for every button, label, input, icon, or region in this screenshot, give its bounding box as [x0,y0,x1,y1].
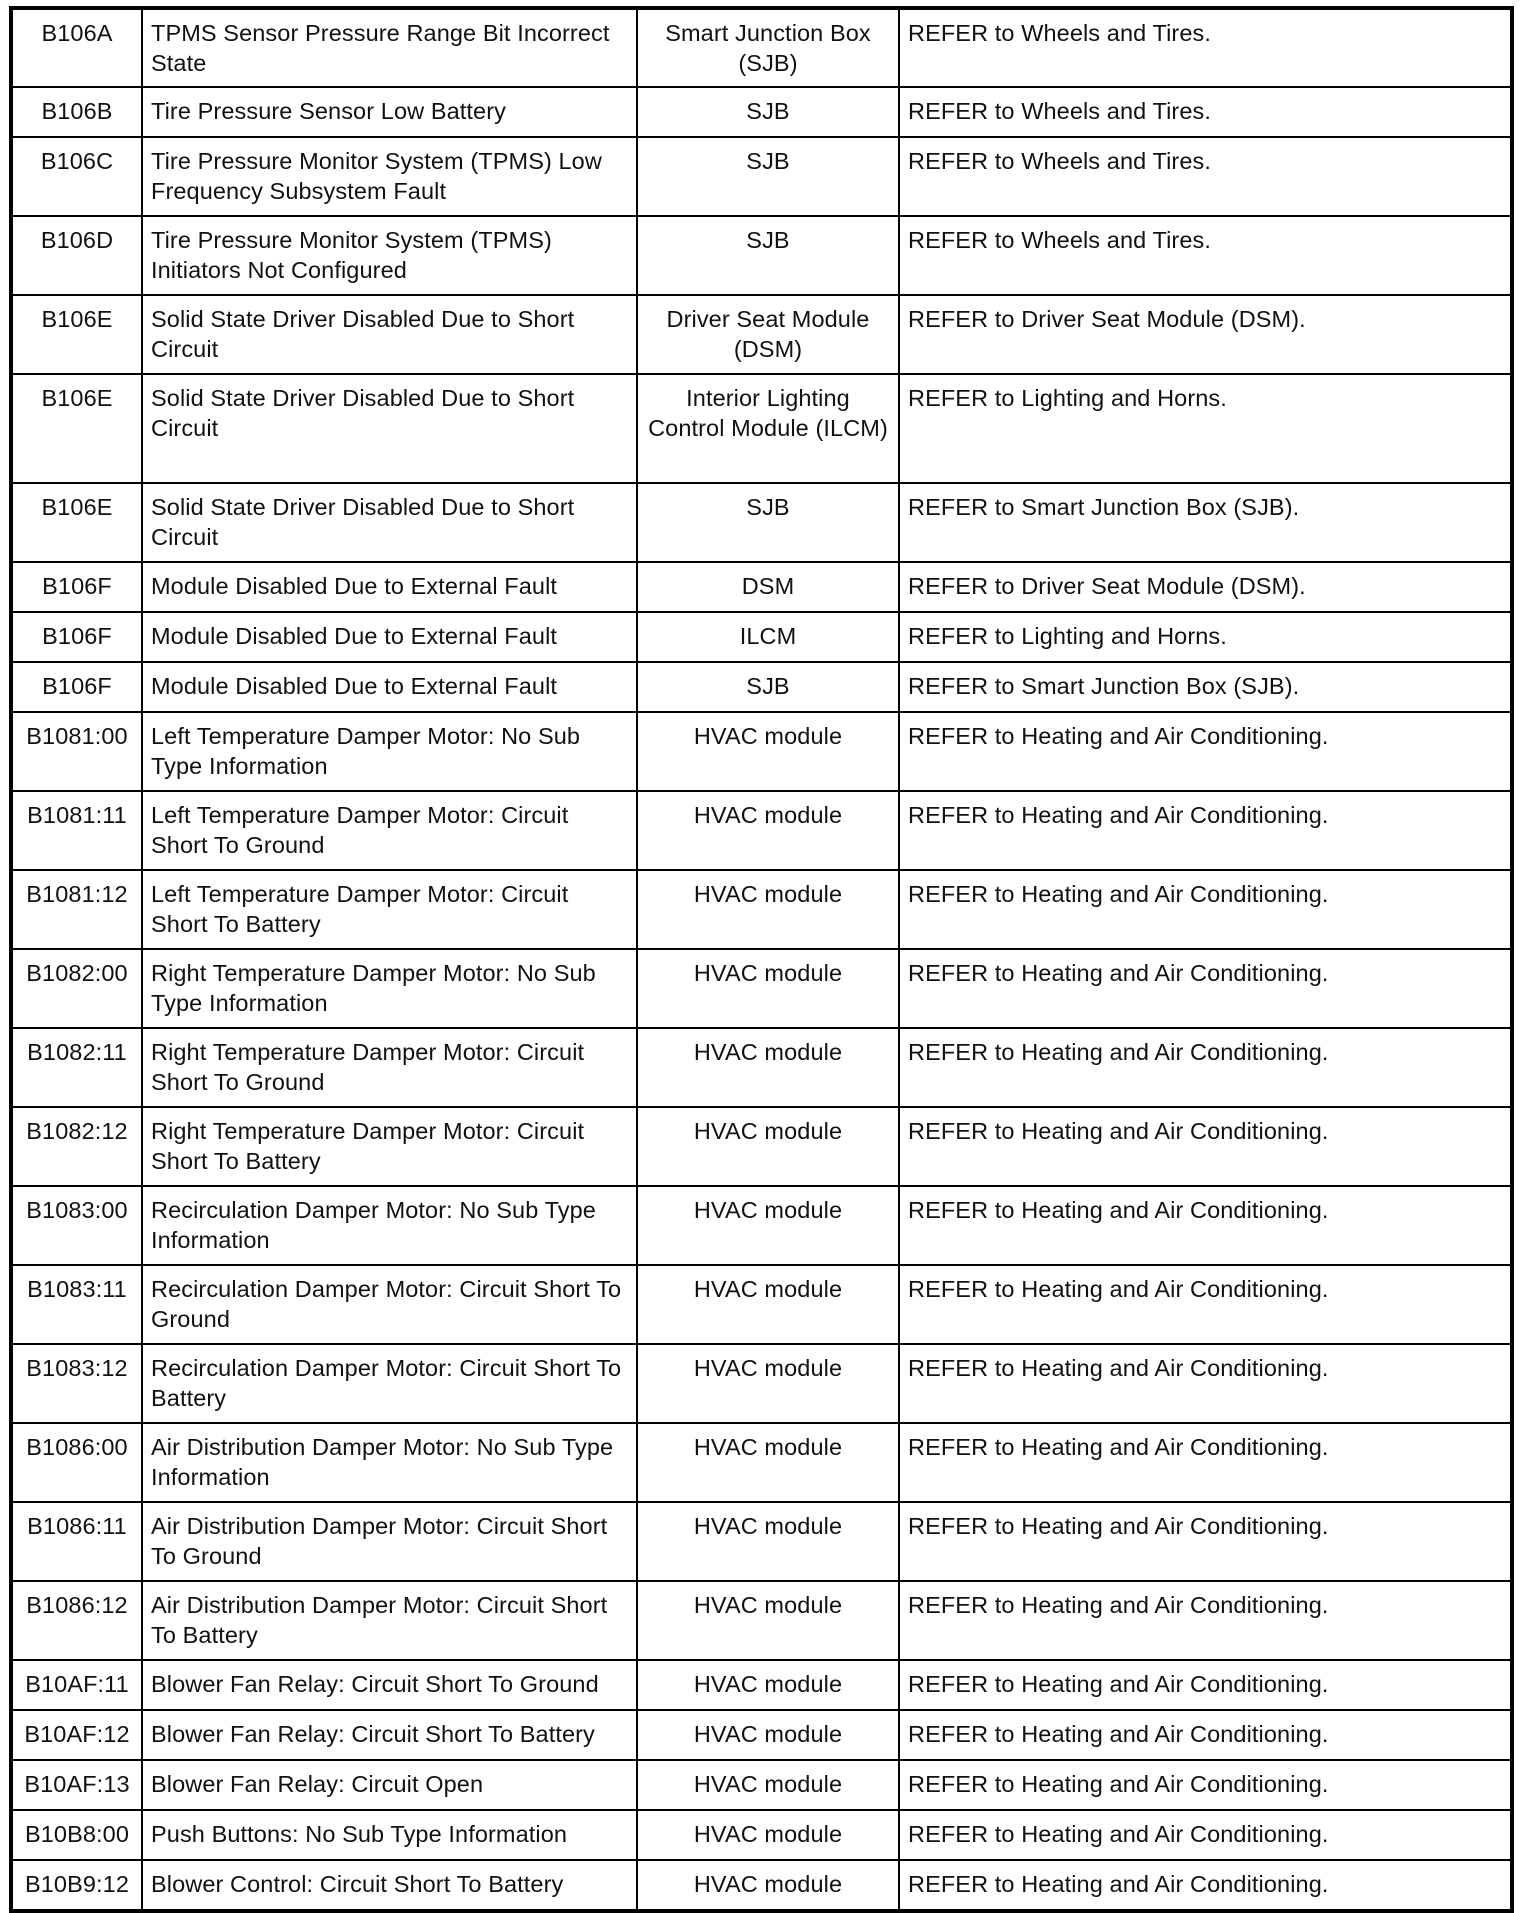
dtc-module: HVAC module [637,1423,899,1502]
dtc-description: Recirculation Damper Motor: Circuit Short To Ground [142,1265,637,1344]
dtc-description: Module Disabled Due to External Fault [142,562,637,612]
dtc-action: REFER to Heating and Air Conditioning. [899,1107,1512,1186]
dtc-action: REFER to Heating and Air Conditioning. [899,1265,1512,1344]
dtc-action: REFER to Heating and Air Conditioning. [899,949,1512,1028]
table-row [11,374,1512,483]
dtc-description: Blower Fan Relay: Circuit Open [142,1760,637,1810]
dtc-action: REFER to Wheels and Tires. [899,87,1512,137]
dtc-module: HVAC module [637,1760,899,1810]
dtc-action: REFER to Heating and Air Conditioning. [899,1028,1512,1107]
dtc-code: B10B9:12 [11,1860,142,1911]
dtc-description: Left Temperature Damper Motor: Circuit Short To Battery [142,870,637,949]
dtc-action: REFER to Heating and Air Conditioning. [899,712,1512,791]
dtc-description: Module Disabled Due to External Fault [142,612,637,662]
table-row [11,870,1512,949]
dtc-action: REFER to Heating and Air Conditioning. [899,1710,1512,1760]
dtc-module: HVAC module [637,1502,899,1581]
dtc-code: B106F [11,662,142,712]
dtc-description: Module Disabled Due to External Fault [142,662,637,712]
dtc-code: B10AF:11 [11,1660,142,1710]
dtc-code: B106D [11,216,142,295]
dtc-module: Interior Lighting Control Module (ILCM) [637,374,899,483]
dtc-description: Right Temperature Damper Motor: No Sub Type Information [142,949,637,1028]
dtc-module: HVAC module [637,712,899,791]
table-row [11,87,1512,137]
dtc-module: HVAC module [637,1186,899,1265]
dtc-module: HVAC module [637,1344,899,1423]
dtc-module: HVAC module [637,1265,899,1344]
dtc-code: B1086:12 [11,1581,142,1660]
dtc-description: Tire Pressure Monitor System (TPMS) Low Frequency Subsystem Fault [142,137,637,216]
table-row [11,612,1512,662]
dtc-action: REFER to Heating and Air Conditioning. [899,791,1512,870]
dtc-code: B1081:00 [11,712,142,791]
table-row [11,562,1512,612]
dtc-action: REFER to Heating and Air Conditioning. [899,1810,1512,1860]
table-row [11,483,1512,562]
table-row [11,1423,1512,1502]
dtc-module: SJB [637,483,899,562]
dtc-module: HVAC module [637,1107,899,1186]
dtc-code: B1086:00 [11,1423,142,1502]
dtc-module: HVAC module [637,1860,899,1911]
dtc-action: REFER to Smart Junction Box (SJB). [899,662,1512,712]
table-row [11,949,1512,1028]
table-row [11,791,1512,870]
dtc-action: REFER to Heating and Air Conditioning. [899,1581,1512,1660]
table-row [11,662,1512,712]
dtc-table [9,6,1514,1913]
dtc-description: TPMS Sensor Pressure Range Bit Incorrect State [142,8,637,87]
dtc-module: HVAC module [637,1810,899,1860]
dtc-action: REFER to Lighting and Horns. [899,374,1512,483]
dtc-description: Recirculation Damper Motor: Circuit Short To Battery [142,1344,637,1423]
dtc-module: HVAC module [637,949,899,1028]
dtc-description: Air Distribution Damper Motor: Circuit Short To Ground [142,1502,637,1581]
dtc-code: B10AF:12 [11,1710,142,1760]
dtc-code: B1083:12 [11,1344,142,1423]
table-row [11,1710,1512,1760]
dtc-module: SJB [637,216,899,295]
table-row [11,295,1512,374]
dtc-module: HVAC module [637,1710,899,1760]
dtc-code: B106B [11,87,142,137]
table-row [11,712,1512,791]
dtc-description: Solid State Driver Disabled Due to Short Circuit [142,483,637,562]
table-row [11,1107,1512,1186]
table-row [11,8,1512,87]
dtc-action: REFER to Wheels and Tires. [899,137,1512,216]
dtc-code: B10B8:00 [11,1810,142,1860]
dtc-code: B1083:11 [11,1265,142,1344]
dtc-code: B1081:12 [11,870,142,949]
dtc-code: B1081:11 [11,791,142,870]
dtc-module: DSM [637,562,899,612]
dtc-description: Solid State Driver Disabled Due to Short Circuit [142,295,637,374]
dtc-action: REFER to Driver Seat Module (DSM). [899,295,1512,374]
table-row [11,1810,1512,1860]
dtc-description: Air Distribution Damper Motor: Circuit Short To Battery [142,1581,637,1660]
dtc-action: REFER to Heating and Air Conditioning. [899,1502,1512,1581]
dtc-code: B106C [11,137,142,216]
dtc-module: HVAC module [637,1581,899,1660]
dtc-code: B106E [11,483,142,562]
dtc-action: REFER to Driver Seat Module (DSM). [899,562,1512,612]
dtc-description: Recirculation Damper Motor: No Sub Type Information [142,1186,637,1265]
table-row [11,216,1512,295]
dtc-action: REFER to Wheels and Tires. [899,8,1512,87]
dtc-code: B106F [11,612,142,662]
table-row [11,1265,1512,1344]
dtc-action: REFER to Heating and Air Conditioning. [899,1660,1512,1710]
dtc-code: B1082:00 [11,949,142,1028]
dtc-module: HVAC module [637,870,899,949]
table-row [11,1660,1512,1710]
dtc-description: Right Temperature Damper Motor: Circuit Short To Battery [142,1107,637,1186]
dtc-code: B106E [11,295,142,374]
dtc-description: Push Buttons: No Sub Type Information [142,1810,637,1860]
dtc-description: Tire Pressure Monitor System (TPMS) Initiators Not Configured [142,216,637,295]
dtc-description: Left Temperature Damper Motor: No Sub Type Information [142,712,637,791]
dtc-description: Solid State Driver Disabled Due to Short Circuit [142,374,637,483]
table-row [11,1581,1512,1660]
dtc-code: B106F [11,562,142,612]
dtc-code: B1082:12 [11,1107,142,1186]
table-row [11,1028,1512,1107]
table-row [11,1760,1512,1810]
dtc-description: Tire Pressure Sensor Low Battery [142,87,637,137]
dtc-module: Driver Seat Module (DSM) [637,295,899,374]
dtc-description: Blower Control: Circuit Short To Battery [142,1860,637,1911]
dtc-module: ILCM [637,612,899,662]
table-row [11,1344,1512,1423]
dtc-code: B1086:11 [11,1502,142,1581]
table-row [11,1860,1512,1911]
dtc-module: Smart Junction Box (SJB) [637,8,899,87]
dtc-code: B1083:00 [11,1186,142,1265]
dtc-table-body [11,8,1512,1911]
dtc-action: REFER to Heating and Air Conditioning. [899,1860,1512,1911]
dtc-action: REFER to Heating and Air Conditioning. [899,1760,1512,1810]
table-row [11,1186,1512,1265]
dtc-action: REFER to Lighting and Horns. [899,612,1512,662]
dtc-module: SJB [637,662,899,712]
dtc-action: REFER to Wheels and Tires. [899,216,1512,295]
table-row [11,1502,1512,1581]
dtc-description: Blower Fan Relay: Circuit Short To Ground [142,1660,637,1710]
dtc-module: HVAC module [637,1028,899,1107]
dtc-action: REFER to Heating and Air Conditioning. [899,870,1512,949]
dtc-description: Blower Fan Relay: Circuit Short To Battery [142,1710,637,1760]
dtc-module: HVAC module [637,1660,899,1710]
dtc-description: Right Temperature Damper Motor: Circuit Short To Ground [142,1028,637,1107]
dtc-code: B1082:11 [11,1028,142,1107]
dtc-code: B10AF:13 [11,1760,142,1810]
dtc-description: Left Temperature Damper Motor: Circuit Short To Ground [142,791,637,870]
dtc-description: Air Distribution Damper Motor: No Sub Type Information [142,1423,637,1502]
dtc-code: B106A [11,8,142,87]
dtc-action: REFER to Heating and Air Conditioning. [899,1344,1512,1423]
table-row [11,137,1512,216]
dtc-module: SJB [637,87,899,137]
dtc-module: SJB [637,137,899,216]
dtc-action: REFER to Heating and Air Conditioning. [899,1186,1512,1265]
dtc-code: B106E [11,374,142,483]
dtc-module: HVAC module [637,791,899,870]
dtc-action: REFER to Smart Junction Box (SJB). [899,483,1512,562]
dtc-action: REFER to Heating and Air Conditioning. [899,1423,1512,1502]
